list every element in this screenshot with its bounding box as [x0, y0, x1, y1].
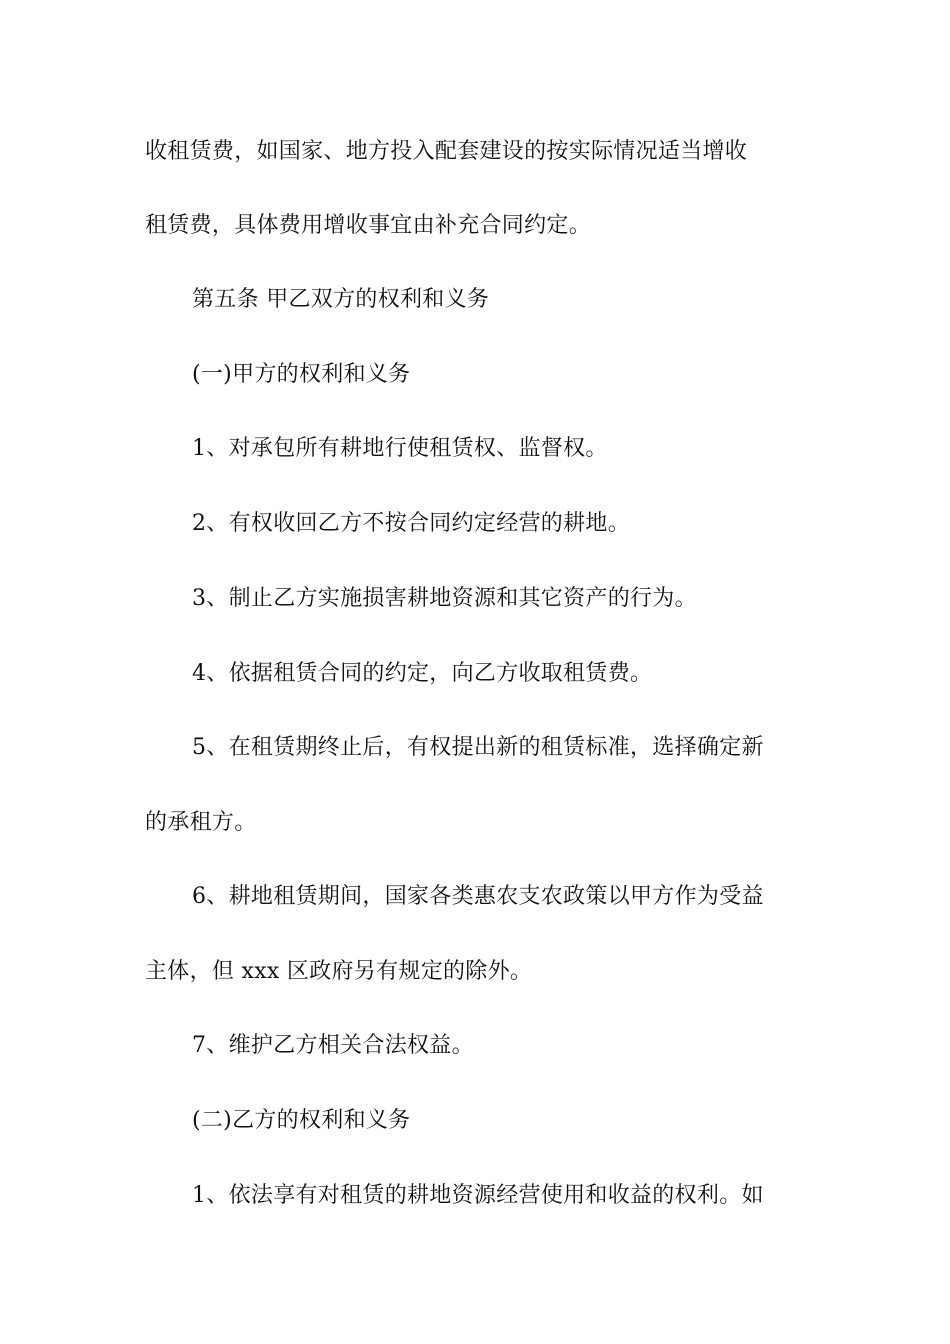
text-line: 主体，但 xxx 区政府另有规定的除外。 — [145, 959, 533, 984]
section-heading: (一)甲方的权利和义务 — [192, 362, 411, 387]
list-item: 2、有权收回乙方不按合同约定经营的耕地。 — [192, 511, 630, 536]
list-item: 7、维护乙方相关合法权益。 — [192, 1033, 474, 1058]
list-item: 5、在租赁期终止后，有权提出新的租赁标准，选择确定新 — [192, 735, 764, 760]
text-line: 收租赁费，如国家、地方投入配套建设的按实际情况适当增收 — [145, 139, 748, 164]
text-line: 租赁费，具体费用增收事宜由补充合同约定。 — [145, 213, 592, 238]
text-line: 的承租方。 — [145, 810, 257, 835]
list-item: 3、制止乙方实施损害耕地资源和其它资产的行为。 — [192, 586, 697, 611]
list-item: 1、对承包所有耕地行使租赁权、监督权。 — [192, 436, 608, 461]
section-heading: (二)乙方的权利和义务 — [192, 1108, 411, 1133]
list-item: 6、耕地租赁期间，国家各类惠农支农政策以甲方作为受益 — [192, 884, 764, 909]
list-item: 1、依法享有对租赁的耕地资源经营使用和收益的权利。如 — [192, 1183, 764, 1208]
article-heading: 第五条 甲乙双方的权利和义务 — [192, 287, 490, 312]
list-item: 4、依据租赁合同的约定，向乙方收取租赁费。 — [192, 661, 653, 686]
